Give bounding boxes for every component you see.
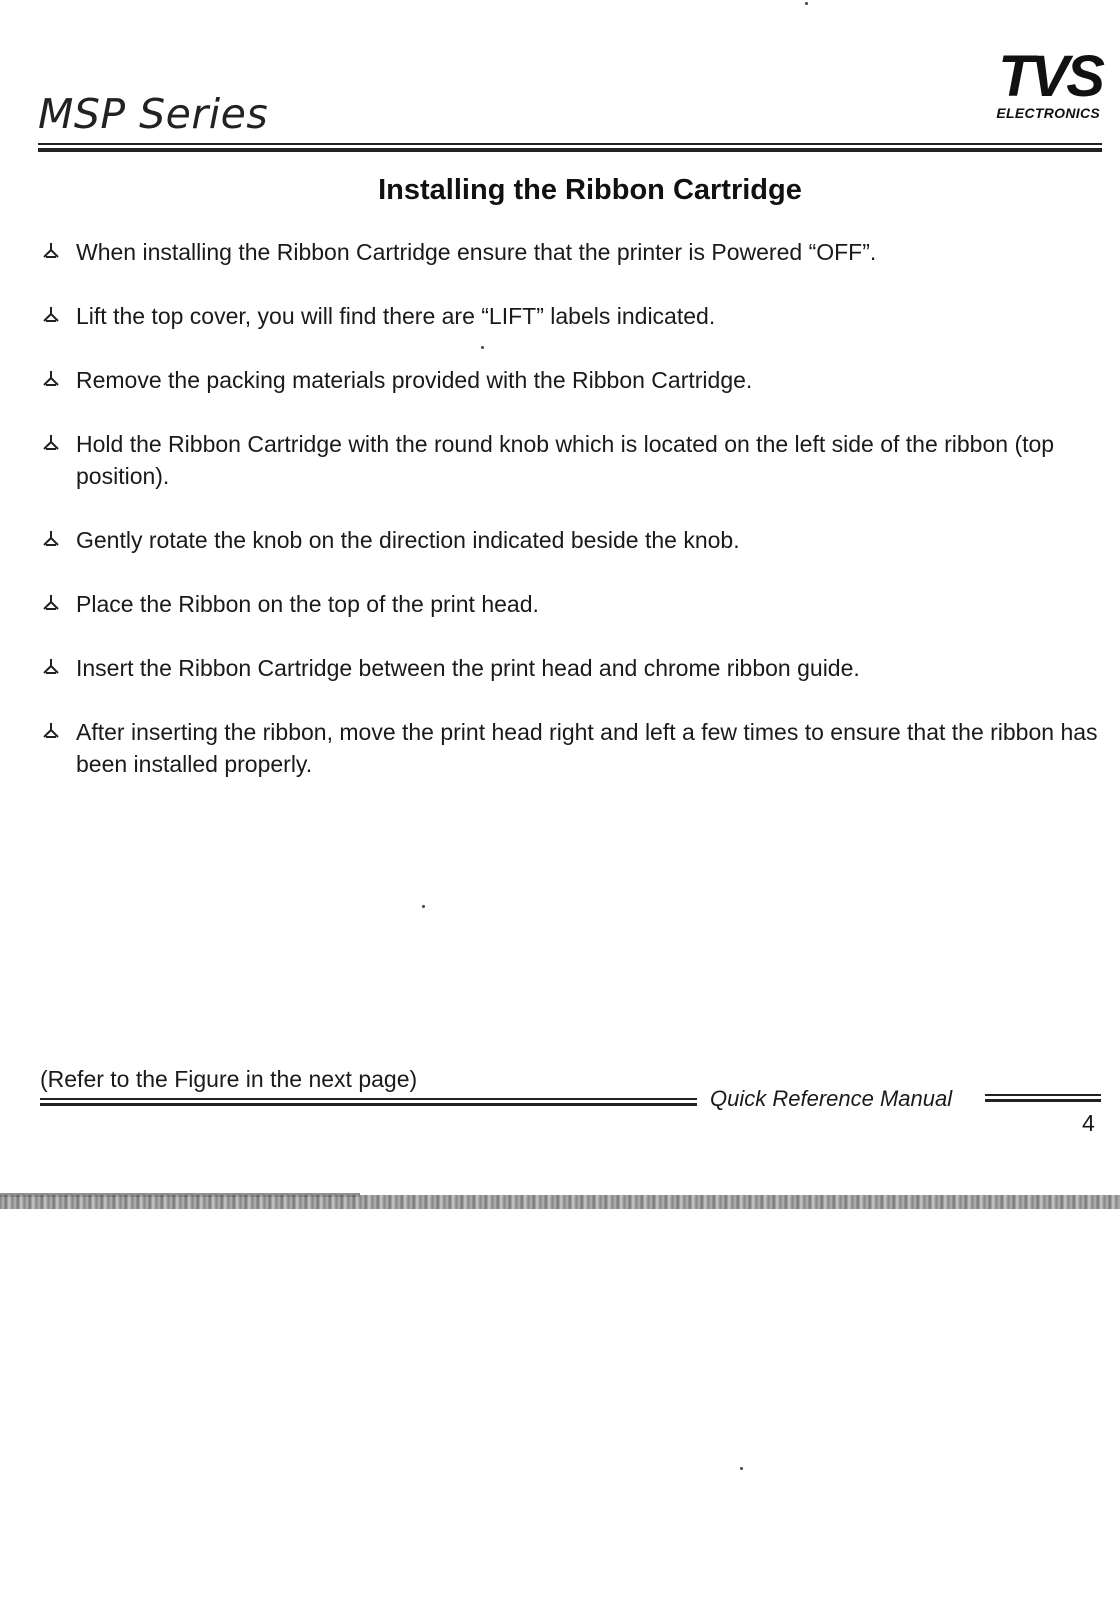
triangle-bullet-icon bbox=[42, 305, 60, 323]
header-rule-thin bbox=[38, 143, 1102, 145]
footer-rule bbox=[985, 1099, 1101, 1102]
footer-manual-label: Quick Reference Manual bbox=[710, 1086, 953, 1111]
page-number: 4 bbox=[1082, 1110, 1095, 1136]
section-title: Installing the Ribbon Cartridge bbox=[378, 174, 802, 206]
list-item-text: Hold the Ribbon Cartridge with the round knob which is located on the left side of the ribbon (top position). bbox=[76, 431, 1055, 489]
triangle-bullet-icon bbox=[42, 369, 60, 387]
list-item-text: Lift the top cover, you will find there are “LIFT” labels indicated. bbox=[76, 303, 716, 329]
logo-sub-text: ELECTRONICS bbox=[996, 105, 1100, 121]
triangle-bullet-icon bbox=[42, 593, 60, 611]
list-item-text: After inserting the ribbon, move the print head right and left a few times to ensure that the ribbon has been installed properly. bbox=[76, 719, 1098, 777]
header-rule-thick bbox=[38, 148, 1102, 152]
scan-speck bbox=[740, 1467, 743, 1470]
tvs-logo-icon bbox=[950, 44, 1110, 123]
footer-rule bbox=[985, 1094, 1101, 1096]
scan-speck bbox=[481, 346, 484, 349]
list-item-text: When installing the Ribbon Cartridge ensure that the printer is Powered “OFF”. bbox=[76, 239, 877, 265]
scan-artifact bbox=[0, 1195, 1120, 1209]
list-item-text: Insert the Ribbon Cartridge between the print head and chrome ribbon guide. bbox=[76, 655, 860, 681]
triangle-bullet-icon bbox=[42, 241, 60, 259]
footer-rule bbox=[40, 1098, 697, 1100]
footer-note: (Refer to the Figure in the next page) bbox=[40, 1066, 418, 1092]
triangle-bullet-icon bbox=[42, 721, 60, 739]
logo-main-text: TVS bbox=[998, 44, 1102, 109]
series-title: MSP Series bbox=[38, 90, 269, 138]
list-item-text: Gently rotate the knob on the direction indicated beside the knob. bbox=[76, 527, 740, 553]
triangle-bullet-icon bbox=[42, 529, 60, 547]
list-item-text: Place the Ribbon on the top of the print head. bbox=[76, 591, 539, 617]
list-item-text: Remove the packing materials provided with the Ribbon Cartridge. bbox=[76, 367, 753, 393]
footer-rule bbox=[40, 1103, 697, 1106]
triangle-bullet-icon bbox=[42, 657, 60, 675]
triangle-bullet-icon bbox=[42, 433, 60, 451]
scan-speck bbox=[805, 2, 808, 5]
scan-speck bbox=[422, 905, 425, 908]
